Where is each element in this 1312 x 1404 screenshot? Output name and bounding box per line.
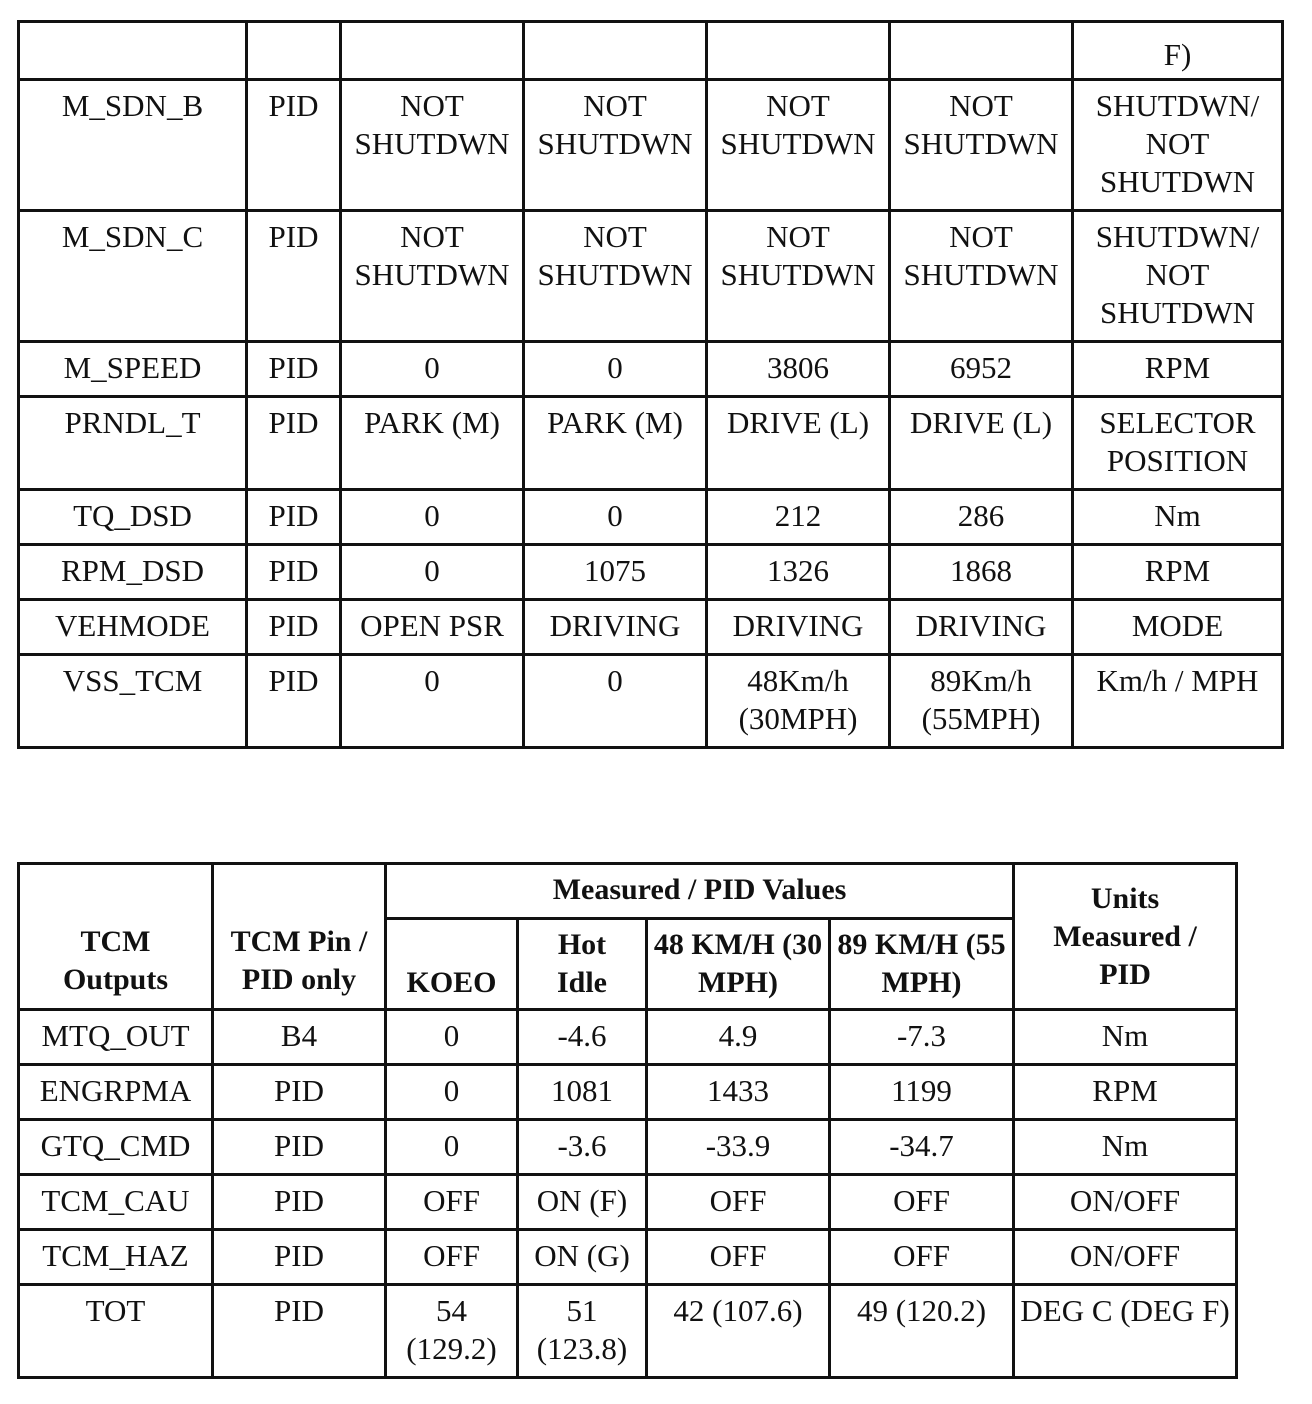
signal-name: MTQ_OUT bbox=[19, 1010, 213, 1065]
header-measured-pid-values: Measured / PID Values bbox=[386, 864, 1014, 919]
pin-cell: PID bbox=[247, 490, 341, 545]
header-koeo: KOEO bbox=[386, 919, 518, 1010]
signal-name: VEHMODE bbox=[19, 600, 247, 655]
signal-name: M_SDN_C bbox=[19, 211, 247, 342]
pin-cell: PID bbox=[213, 1230, 386, 1285]
header-units: Units Measured / PID bbox=[1014, 864, 1237, 1010]
kmh48-cell: -33.9 bbox=[647, 1120, 830, 1175]
table-row bbox=[19, 1285, 1237, 1378]
pin-cell: PID bbox=[247, 80, 341, 211]
table-row bbox=[19, 1065, 1237, 1120]
value-cell: 0 bbox=[524, 655, 707, 748]
hot-idle-cell: -3.6 bbox=[518, 1120, 647, 1175]
kmh89-cell: -7.3 bbox=[830, 1010, 1014, 1065]
units-cell: Nm bbox=[1014, 1010, 1237, 1065]
koeo-cell: 54 (129.2) bbox=[386, 1285, 518, 1378]
units-cell: F) bbox=[1073, 22, 1283, 80]
kmh48-cell: 4.9 bbox=[647, 1010, 830, 1065]
value-cell: NOT SHUTDWN bbox=[341, 211, 524, 342]
value-cell bbox=[707, 22, 890, 80]
tcm-outputs-table bbox=[17, 862, 1238, 1379]
value-cell bbox=[890, 22, 1073, 80]
table-row bbox=[19, 655, 1283, 748]
value-cell: NOT SHUTDWN bbox=[524, 211, 707, 342]
pin-cell: PID bbox=[247, 600, 341, 655]
value-cell: 286 bbox=[890, 490, 1073, 545]
value-cell: DRIVING bbox=[890, 600, 1073, 655]
units-cell: Nm bbox=[1073, 490, 1283, 545]
value-cell: NOT SHUTDWN bbox=[707, 211, 890, 342]
pin-cell: PID bbox=[213, 1120, 386, 1175]
table-row bbox=[19, 600, 1283, 655]
signal-name: RPM_DSD bbox=[19, 545, 247, 600]
kmh89-cell: 1199 bbox=[830, 1065, 1014, 1120]
table-row bbox=[19, 490, 1283, 545]
koeo-cell: OFF bbox=[386, 1175, 518, 1230]
table-row bbox=[19, 545, 1283, 600]
value-cell: 1326 bbox=[707, 545, 890, 600]
units-cell: RPM bbox=[1014, 1065, 1237, 1120]
hot-idle-cell: -4.6 bbox=[518, 1010, 647, 1065]
table-row bbox=[19, 397, 1283, 490]
header-48kmh: 48 KM/H (30 MPH) bbox=[647, 919, 830, 1010]
units-cell: SHUTDWN/ NOT SHUTDWN bbox=[1073, 211, 1283, 342]
header-89kmh: 89 KM/H (55 MPH) bbox=[830, 919, 1014, 1010]
value-cell bbox=[341, 22, 524, 80]
value-cell: OPEN PSR bbox=[341, 600, 524, 655]
table-row bbox=[19, 1230, 1237, 1285]
signal-name: TCM_CAU bbox=[19, 1175, 213, 1230]
hot-idle-cell: 51 (123.8) bbox=[518, 1285, 647, 1378]
hot-idle-cell: ON (F) bbox=[518, 1175, 647, 1230]
value-cell: NOT SHUTDWN bbox=[890, 211, 1073, 342]
kmh48-cell: 42 (107.6) bbox=[647, 1285, 830, 1378]
signal-name: TOT bbox=[19, 1285, 213, 1378]
pin-cell bbox=[247, 22, 341, 80]
pin-cell: PID bbox=[213, 1065, 386, 1120]
value-cell: 1075 bbox=[524, 545, 707, 600]
value-cell: NOT SHUTDWN bbox=[524, 80, 707, 211]
koeo-cell: 0 bbox=[386, 1065, 518, 1120]
pin-cell: PID bbox=[247, 342, 341, 397]
value-cell: DRIVING bbox=[707, 600, 890, 655]
header-tcm-outputs: TCM Outputs bbox=[19, 864, 213, 1010]
value-cell: PARK (M) bbox=[524, 397, 707, 490]
value-cell: 0 bbox=[524, 342, 707, 397]
value-cell: 0 bbox=[341, 545, 524, 600]
value-cell: 48Km/h (30MPH) bbox=[707, 655, 890, 748]
units-cell: RPM bbox=[1073, 342, 1283, 397]
units-cell: DEG C (DEG F) bbox=[1014, 1285, 1237, 1378]
signal-name: TQ_DSD bbox=[19, 490, 247, 545]
pin-cell: PID bbox=[213, 1175, 386, 1230]
units-cell: SELECTOR POSITION bbox=[1073, 397, 1283, 490]
header-hot-idle: Hot Idle bbox=[518, 919, 647, 1010]
signal-name: GTQ_CMD bbox=[19, 1120, 213, 1175]
value-cell: 6952 bbox=[890, 342, 1073, 397]
signal-name: M_SPEED bbox=[19, 342, 247, 397]
header-row bbox=[19, 864, 1237, 919]
hot-idle-cell: 1081 bbox=[518, 1065, 647, 1120]
pid-table-continued bbox=[17, 20, 1284, 749]
signal-name: VSS_TCM bbox=[19, 655, 247, 748]
value-cell: 1868 bbox=[890, 545, 1073, 600]
value-cell: 212 bbox=[707, 490, 890, 545]
units-cell: Km/h / MPH bbox=[1073, 655, 1283, 748]
units-cell: MODE bbox=[1073, 600, 1283, 655]
pin-cell: PID bbox=[213, 1285, 386, 1378]
table-row bbox=[19, 1120, 1237, 1175]
value-cell: 0 bbox=[341, 490, 524, 545]
kmh48-cell: 1433 bbox=[647, 1065, 830, 1120]
kmh48-cell: OFF bbox=[647, 1230, 830, 1285]
pin-cell: B4 bbox=[213, 1010, 386, 1065]
signal-name bbox=[19, 22, 247, 80]
value-cell: DRIVE (L) bbox=[707, 397, 890, 490]
signal-name: PRNDL_T bbox=[19, 397, 247, 490]
koeo-cell: 0 bbox=[386, 1010, 518, 1065]
kmh89-cell: -34.7 bbox=[830, 1120, 1014, 1175]
pin-cell: PID bbox=[247, 545, 341, 600]
value-cell: 0 bbox=[341, 342, 524, 397]
signal-name: ENGRPMA bbox=[19, 1065, 213, 1120]
pin-cell: PID bbox=[247, 655, 341, 748]
units-cell: SHUTDWN/ NOT SHUTDWN bbox=[1073, 80, 1283, 211]
table-row bbox=[19, 1010, 1237, 1065]
units-cell: ON/OFF bbox=[1014, 1230, 1237, 1285]
units-cell: ON/OFF bbox=[1014, 1175, 1237, 1230]
value-cell: PARK (M) bbox=[341, 397, 524, 490]
kmh89-cell: OFF bbox=[830, 1175, 1014, 1230]
kmh48-cell: OFF bbox=[647, 1175, 830, 1230]
pin-cell: PID bbox=[247, 397, 341, 490]
value-cell: DRIVING bbox=[524, 600, 707, 655]
kmh89-cell: 49 (120.2) bbox=[830, 1285, 1014, 1378]
value-cell bbox=[524, 22, 707, 80]
signal-name: M_SDN_B bbox=[19, 80, 247, 211]
header-tcm-pin: TCM Pin / PID only bbox=[213, 864, 386, 1010]
value-cell: NOT SHUTDWN bbox=[890, 80, 1073, 211]
hot-idle-cell: ON (G) bbox=[518, 1230, 647, 1285]
kmh89-cell: OFF bbox=[830, 1230, 1014, 1285]
value-cell: 0 bbox=[341, 655, 524, 748]
table-row bbox=[19, 342, 1283, 397]
table-row bbox=[19, 22, 1283, 80]
koeo-cell: 0 bbox=[386, 1120, 518, 1175]
pin-cell: PID bbox=[247, 211, 341, 342]
koeo-cell: OFF bbox=[386, 1230, 518, 1285]
signal-name: TCM_HAZ bbox=[19, 1230, 213, 1285]
units-cell: RPM bbox=[1073, 545, 1283, 600]
units-cell: Nm bbox=[1014, 1120, 1237, 1175]
value-cell: 89Km/h (55MPH) bbox=[890, 655, 1073, 748]
table-row bbox=[19, 1175, 1237, 1230]
table-row bbox=[19, 80, 1283, 211]
table-row bbox=[19, 211, 1283, 342]
value-cell: DRIVE (L) bbox=[890, 397, 1073, 490]
value-cell: 0 bbox=[524, 490, 707, 545]
value-cell: 3806 bbox=[707, 342, 890, 397]
value-cell: NOT SHUTDWN bbox=[341, 80, 524, 211]
value-cell: NOT SHUTDWN bbox=[707, 80, 890, 211]
